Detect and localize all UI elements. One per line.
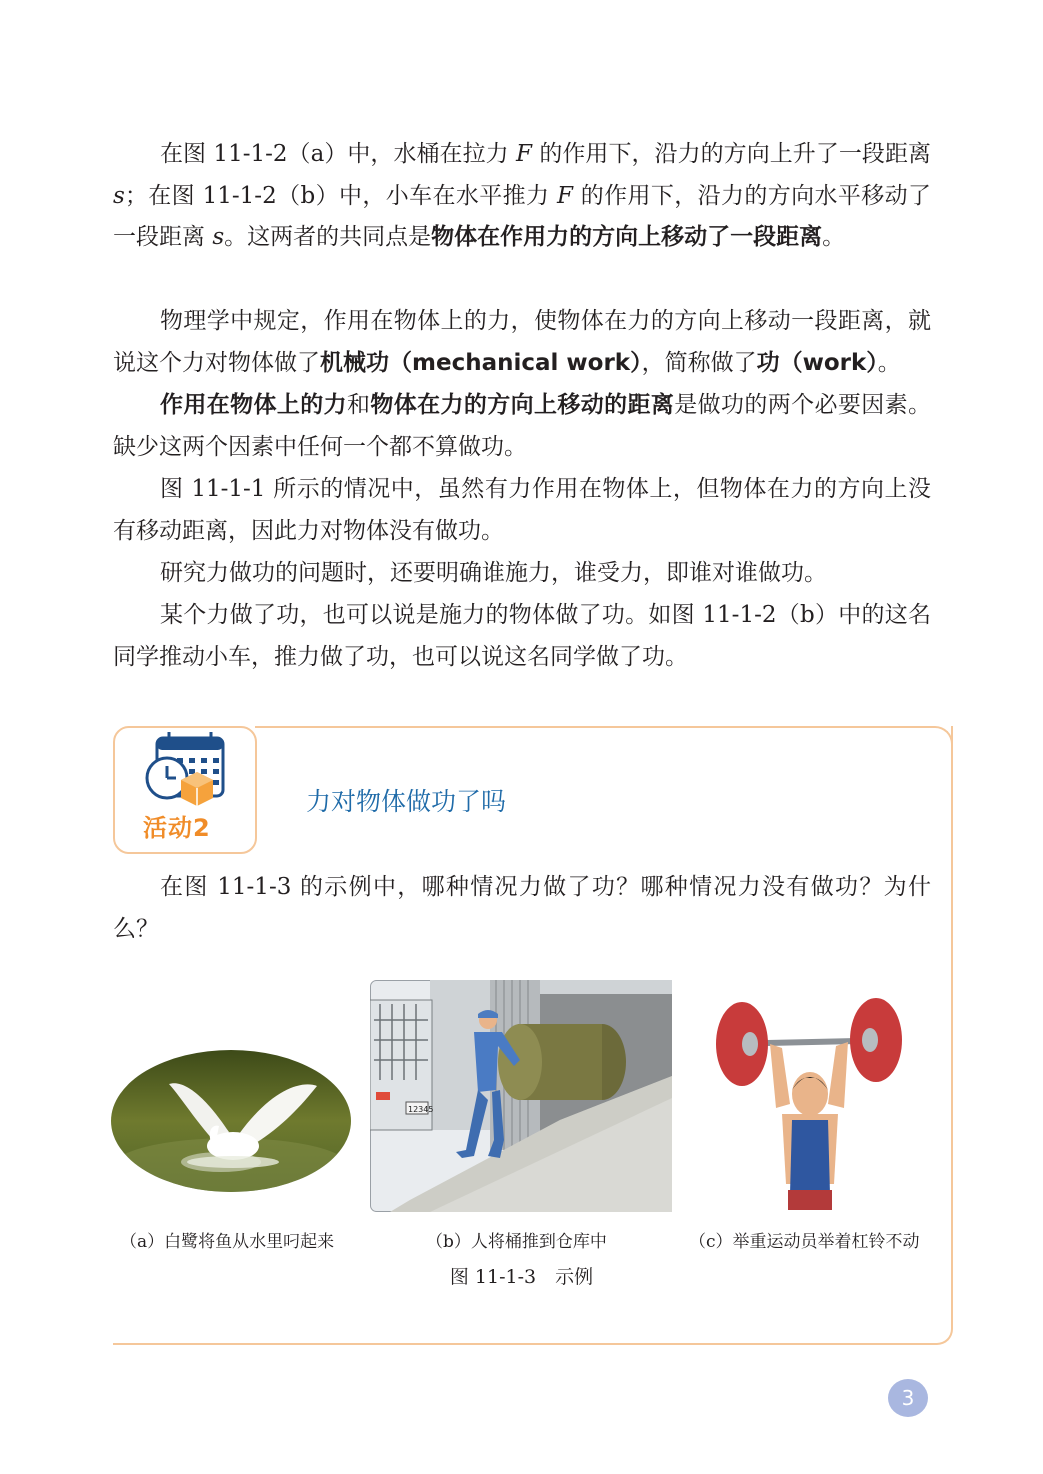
egret-photo bbox=[111, 1050, 351, 1192]
figure-caption-b: （b）人将桶推到仓库中 bbox=[426, 1232, 607, 1252]
text: 的作用下，沿力的方向水平移动了一段距离 bbox=[113, 182, 932, 251]
figure-caption-c: （c）举重运动员举着杠铃不动 bbox=[689, 1232, 920, 1252]
text: 。 bbox=[822, 224, 846, 251]
barrel-push-illustration bbox=[370, 980, 672, 1212]
symbol-s: s bbox=[113, 182, 125, 209]
symbol-s: s bbox=[212, 224, 225, 251]
text: 的作用下，沿力的方向上升了一段距离 bbox=[532, 141, 931, 167]
page-number: 3 bbox=[888, 1379, 928, 1417]
figure-caption-a: （a）白鹭将鱼从水里叼起来 bbox=[120, 1232, 335, 1252]
paragraph-6: 某个力做了功，也可以说是施力的物体做了功。如图 11-1-2（b）中的这名同学推动小车，推力做了功，也可以说这名同学做了功。 bbox=[113, 602, 931, 670]
text: 物理学中规定，作用在物体上的力，使物体在力的方向上移动一段距离，就说这个力对物体做了 bbox=[113, 308, 931, 376]
figure-title: 图 11-1-3 示例 bbox=[449, 1266, 594, 1288]
weightlifter-illustration bbox=[710, 994, 910, 1210]
text: 是做功的两个必要因素。缺少这两个因素中任何一个都不算做功。 bbox=[113, 392, 931, 460]
term-work: 功（work） bbox=[756, 349, 878, 376]
text: 。 bbox=[877, 349, 901, 376]
paragraph-5: 研究力做功的问题时，还要明确谁施力，谁受力，即谁对谁做功。 bbox=[160, 560, 827, 586]
paragraph-4: 图 11-1-1 所示的情况中，虽然有力作用在物体上，但物体在力的方向上没有移动距离，因此力对物体没有做功。 bbox=[113, 476, 931, 544]
emphasis: 物体在作用力的方向上移动了一段距离 bbox=[431, 224, 823, 251]
text: 。这两者的共同点是 bbox=[224, 224, 432, 251]
emphasis: 物体在力的方向上移动的距离 bbox=[370, 392, 675, 418]
activity-question: 在图 11-1-3 的示例中，哪种情况力做了功？哪种情况力没有做功？为什么？ bbox=[113, 874, 931, 942]
text: 和 bbox=[347, 392, 371, 418]
truck-plate: 12345 bbox=[408, 1105, 434, 1114]
term-mechanical-work: 机械功（mechanical work） bbox=[320, 349, 642, 376]
text: ，简称做了 bbox=[641, 349, 757, 376]
paragraph-3 bbox=[113, 385, 931, 468]
activity-label: 活动2 bbox=[143, 814, 211, 842]
paragraph-2 bbox=[113, 301, 931, 384]
text: 在图 11-1-2（a）中，水桶在拉力 bbox=[160, 141, 517, 167]
text: ；在图 11-1-2（b）中，小车在水平推力 bbox=[124, 182, 558, 209]
paragraph-1 bbox=[113, 134, 931, 259]
activity-title: 力对物体做功了吗 bbox=[306, 787, 507, 816]
symbol-f: F bbox=[557, 182, 574, 209]
symbol-f: F bbox=[516, 141, 532, 167]
emphasis: 作用在物体上的力 bbox=[160, 392, 347, 418]
